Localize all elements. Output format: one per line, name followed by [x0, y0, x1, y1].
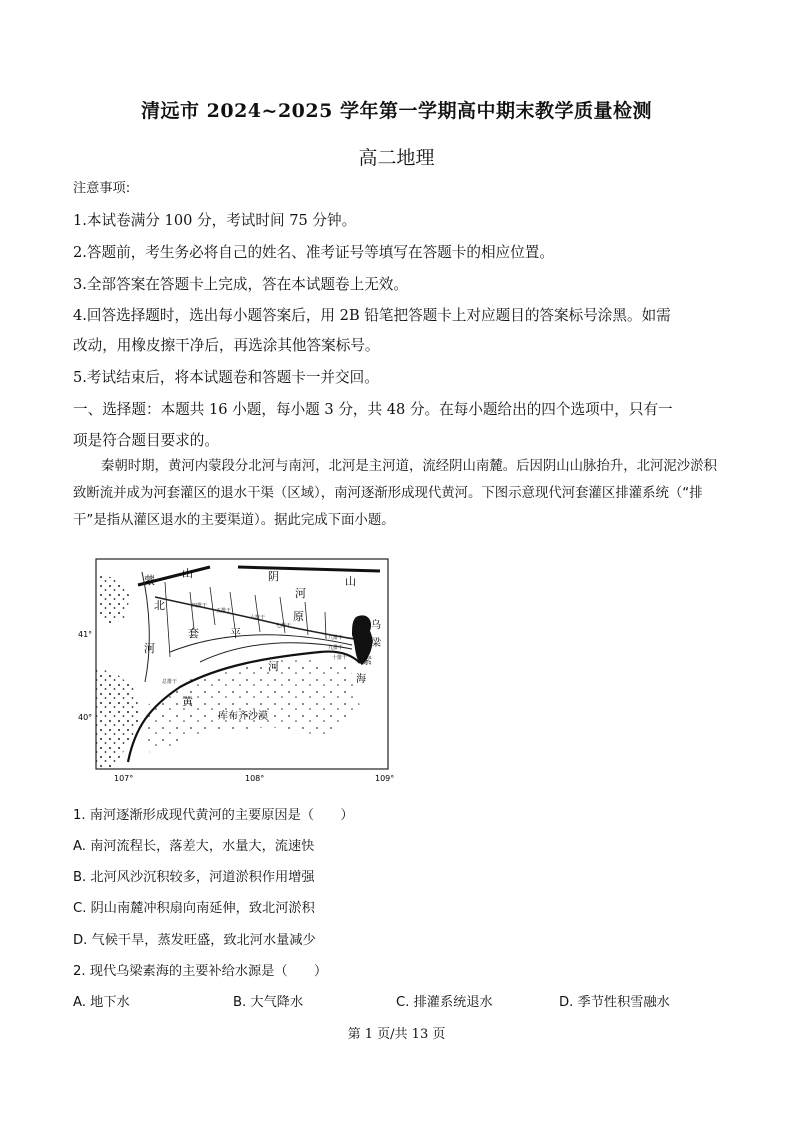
- map-label-shan1: 山: [182, 567, 193, 580]
- note-item: 2.答题前，考生务必将自己的姓名、准考证号等填写在答题卡的相应位置。: [73, 244, 554, 261]
- note-item: 5.考试结束后，将本试题卷和答题卡一并交回。: [73, 369, 379, 386]
- map-label-yuan: 原: [293, 610, 304, 623]
- map-ditch-label: 五排干: [216, 608, 232, 614]
- map-label-wu: 乌: [371, 620, 381, 631]
- map-ditch-label: 总排干: [162, 679, 178, 685]
- hetao-irrigation-map: [78, 557, 400, 785]
- map-label-lat40: 40°: [78, 713, 93, 722]
- map-label-ping: 平: [230, 627, 241, 640]
- map-label-meng: 蒙: [144, 574, 155, 587]
- question-1-option-c[interactable]: C. 阴山南麓冲积扇向南延伸，致北河淤积: [73, 901, 315, 916]
- page-footer: 第 1 页/共 13 页: [347, 1027, 446, 1042]
- map-label-shan2: 山: [345, 575, 356, 588]
- question-2-option-d[interactable]: D. 季节性积雪融水: [559, 995, 670, 1010]
- note-item: 4.回答选择题时，选出每小题答案后，用 2B 铅笔把答题卡上对应题目的答案标号涂黑。如需: [73, 307, 671, 324]
- map-label-yin: 阴: [268, 570, 279, 583]
- map-label-lon107: 107°: [114, 774, 134, 783]
- note-item: 3.全部答案在答题卡上完成，答在本试题卷上无效。: [73, 276, 408, 293]
- map-ditch-label: 七排干: [276, 623, 292, 629]
- exam-subject: 高二地理: [358, 147, 435, 169]
- question-2-stem: 2. 现代乌梁素海的主要补给水源是（ ）: [73, 964, 328, 979]
- map-ditch-label: 四排干: [192, 603, 208, 609]
- map-label-he1: 河: [144, 642, 155, 655]
- note-item: 改动，用橡皮擦干净后，再选涂其他答案标号。: [73, 337, 380, 354]
- exam-title: 清远市 2024~2025 学年第一学期高中期末教学质量检测: [141, 100, 652, 122]
- section-heading-line1: 一、选择题：本题共 16 小题，每小题 3 分，共 48 分。在每小题给出的四个选项中，只有一: [73, 401, 673, 418]
- question-1-option-b[interactable]: B. 北河风沙沉积较多，河道淤积作用增强: [73, 870, 315, 885]
- question-1-option-d[interactable]: D. 气候干旱，蒸发旺盛，致北河水量减少: [73, 933, 316, 948]
- map-label-huang: 黄: [182, 695, 193, 708]
- reading-passage: 秦朝时期，黄河内蒙段分北河与南河，北河是主河道，流经阴山南麓。后因阴山山脉抬升，北河泥沙淤积致断流并成为河套灌区的退水干渠（区域），南河逐渐形成现代黄河。下图示意现代河套灌区排灌系统（“排干”是指从灌区退水的主要渠道）。据此完成下面小题。: [73, 459, 717, 528]
- question-1-option-a[interactable]: A. 南河流程长，落差大，水量大，流速快: [73, 839, 315, 854]
- map-label-lon108: 108°: [245, 774, 265, 783]
- map-label-he3: 河: [268, 660, 279, 673]
- map-label-lon109: 109°: [375, 774, 395, 783]
- section-heading-line2: 项是符合题目要求的。: [73, 432, 219, 449]
- map-label-desert: 库布齐沙漠: [218, 711, 268, 722]
- question-2-option-b[interactable]: B. 大气降水: [233, 995, 304, 1010]
- map-ditch-label: 八排干: [328, 635, 344, 641]
- notes-heading: 注意事项:: [73, 181, 131, 196]
- map-label-su: 素: [362, 656, 372, 667]
- map-label-lat41: 41°: [78, 630, 93, 639]
- map-ditch-label: 九排干: [328, 645, 344, 651]
- question-1-stem: 1. 南河逐渐形成现代黄河的主要原因是（ ）: [73, 808, 354, 823]
- map-label-he2: 河: [295, 587, 306, 600]
- map-label-bei: 北: [154, 599, 165, 612]
- map-label-tao: 套: [188, 627, 199, 640]
- map-ditch-label: 六排干: [250, 615, 266, 621]
- question-2-option-a[interactable]: A. 地下水: [73, 995, 130, 1010]
- question-2-option-c[interactable]: C. 排灌系统退水: [396, 995, 493, 1010]
- note-item: 1.本试卷满分 100 分，考试时间 75 分钟。: [73, 212, 357, 229]
- map-label-hai: 海: [356, 674, 366, 685]
- map-label-liang: 梁: [371, 638, 381, 649]
- map-ditch-label: 十排干: [332, 655, 348, 661]
